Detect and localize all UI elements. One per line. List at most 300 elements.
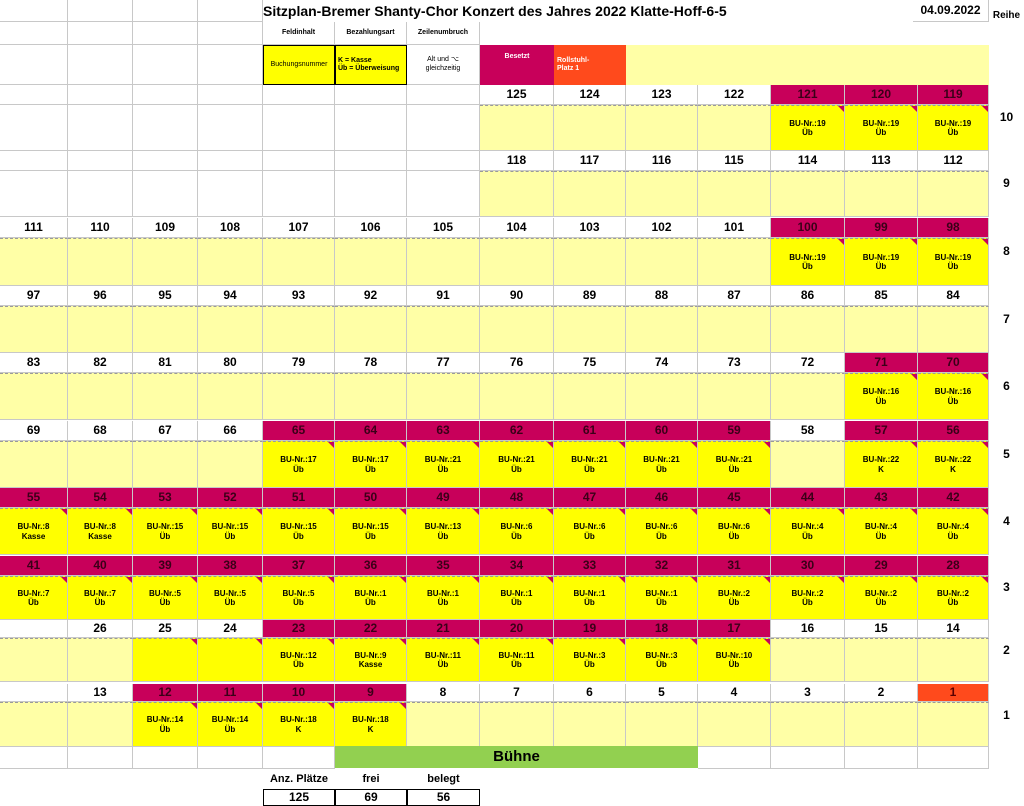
seat-booking-info[interactable] (554, 238, 626, 286)
seat-number[interactable]: 112 (918, 151, 989, 171)
seat-number[interactable]: 36 (335, 556, 407, 576)
seat-booking-info[interactable] (554, 306, 626, 353)
seat-booking-info[interactable] (845, 306, 918, 353)
seat-booking-info[interactable]: BU-Nr.:5 Üb (263, 576, 335, 620)
seat-number[interactable]: 82 (68, 353, 133, 373)
seat-booking-info[interactable]: BU-Nr.:6 Üb (698, 508, 771, 555)
seat-number[interactable]: 86 (771, 286, 845, 306)
seat-booking-info[interactable] (407, 373, 480, 420)
empty-cell (68, 151, 133, 171)
seat-number[interactable]: 28 (918, 556, 989, 576)
seat-number[interactable]: 120 (845, 85, 918, 105)
seat-number[interactable]: 97 (0, 286, 68, 306)
seat-number[interactable]: 89 (554, 286, 626, 306)
empty-cell (68, 85, 133, 105)
seat-number[interactable]: 7 (480, 684, 554, 702)
empty-cell (68, 746, 133, 769)
seat-booking-info[interactable] (626, 306, 698, 353)
seat-booking-info[interactable] (554, 105, 626, 151)
seat-number[interactable]: 56 (918, 421, 989, 441)
seat-number[interactable]: 81 (133, 353, 198, 373)
seat-booking-info[interactable]: BU-Nr.:2 Üb (845, 576, 918, 620)
seat-number[interactable]: 110 (68, 218, 133, 238)
row-label: 5 (1003, 446, 1010, 461)
seat-number[interactable]: 4 (698, 684, 771, 702)
seat-number[interactable]: 68 (68, 421, 133, 441)
seat-booking-info[interactable] (198, 441, 263, 488)
seat-booking-info[interactable] (68, 441, 133, 488)
seat-number[interactable]: 65 (263, 421, 335, 441)
seat-number[interactable]: 19 (554, 620, 626, 638)
row-label: 10 (999, 110, 1014, 125)
seat-booking-info[interactable]: BU-Nr.:2 Üb (771, 576, 845, 620)
seat-number[interactable]: 26 (68, 620, 133, 638)
date-label: 04.09.2022 (913, 0, 989, 22)
seat-number[interactable]: 94 (198, 286, 263, 306)
seat-booking-info[interactable]: BU-Nr.:21 Üb (698, 441, 771, 488)
seat-number[interactable]: 11 (198, 684, 263, 702)
seat-booking-info[interactable] (771, 306, 845, 353)
seat-number[interactable]: 117 (554, 151, 626, 171)
seat-booking-info[interactable] (626, 373, 698, 420)
seat-number[interactable]: 85 (845, 286, 918, 306)
empty-cell (133, 151, 198, 171)
seat-booking-info[interactable] (698, 306, 771, 353)
seat-booking-info[interactable] (263, 306, 335, 353)
stat-belegt-label: belegt (427, 772, 460, 785)
seat-booking-info[interactable]: BU-Nr.:9 Kasse (335, 638, 407, 682)
seat-booking-info[interactable] (698, 238, 771, 286)
seat-number[interactable]: 84 (918, 286, 989, 306)
seat-number[interactable]: 76 (480, 353, 554, 373)
seat-number[interactable]: 6 (554, 684, 626, 702)
seat-booking-info[interactable]: BU-Nr.:1 Üb (335, 576, 407, 620)
seat-booking-info[interactable]: BU-Nr.:19 Üb (918, 105, 989, 151)
seat-booking-info[interactable] (480, 105, 554, 151)
seat-booking-info[interactable]: BU-Nr.:21 Üb (626, 441, 698, 488)
seat-booking-info[interactable]: BU-Nr.:19 Üb (845, 238, 918, 286)
seat-number[interactable]: 54 (68, 488, 133, 508)
seat-number[interactable]: 105 (407, 218, 480, 238)
seat-number[interactable]: 48 (480, 488, 554, 508)
seat-number[interactable]: 31 (698, 556, 771, 576)
seat-booking-info[interactable] (198, 373, 263, 420)
seat-number[interactable]: 47 (554, 488, 626, 508)
seat-booking-info[interactable] (698, 702, 771, 747)
empty-cell (198, 171, 263, 217)
seat-booking-info[interactable] (263, 238, 335, 286)
seat-number[interactable]: 121 (771, 85, 845, 105)
seat-booking-info[interactable] (335, 238, 407, 286)
seat-number[interactable]: 10 (263, 684, 335, 702)
seat-booking-info[interactable] (918, 171, 989, 217)
seat-booking-info[interactable]: BU-Nr.:13 Üb (407, 508, 480, 555)
seat-number[interactable]: 37 (263, 556, 335, 576)
seat-number[interactable]: 64 (335, 421, 407, 441)
seat-booking-info[interactable]: BU-Nr.:15 Üb (133, 508, 198, 555)
seat-number[interactable]: 43 (845, 488, 918, 508)
seat-number[interactable]: 78 (335, 353, 407, 373)
seat-number[interactable]: 90 (480, 286, 554, 306)
seat-booking-info[interactable] (480, 238, 554, 286)
seat-number[interactable]: 62 (480, 421, 554, 441)
empty-cell (198, 85, 263, 105)
seat-number[interactable]: 116 (626, 151, 698, 171)
row-label: 2 (1003, 643, 1010, 658)
empty-cell (335, 171, 407, 217)
seat-booking-info[interactable]: BU-Nr.:21 Üb (554, 441, 626, 488)
empty-cell (68, 45, 133, 85)
seat-number[interactable]: 74 (626, 353, 698, 373)
seat-booking-info[interactable]: BU-Nr.:1 Üb (480, 576, 554, 620)
seat-booking-info[interactable] (480, 373, 554, 420)
seat-number[interactable]: 25 (133, 620, 198, 638)
seat-booking-info[interactable]: BU-Nr.:1 Üb (626, 576, 698, 620)
seat-booking-info[interactable] (407, 702, 480, 747)
seat-booking-info[interactable] (480, 702, 554, 747)
seat-number[interactable]: 69 (0, 421, 68, 441)
seat-booking-info[interactable] (480, 171, 554, 217)
seat-booking-info[interactable]: BU-Nr.:17 Üb (335, 441, 407, 488)
seat-booking-info[interactable] (626, 238, 698, 286)
seat-number[interactable]: 22 (335, 620, 407, 638)
seat-booking-info[interactable]: BU-Nr.:22 K (845, 441, 918, 488)
seat-booking-info[interactable] (133, 306, 198, 353)
seat-number[interactable]: 93 (263, 286, 335, 306)
seat-booking-info[interactable]: BU-Nr.:2 Üb (698, 576, 771, 620)
seat-number[interactable]: 122 (698, 85, 771, 105)
seat-booking-info[interactable] (771, 171, 845, 217)
seat-number[interactable]: 92 (335, 286, 407, 306)
seat-number[interactable]: 87 (698, 286, 771, 306)
seat-number[interactable]: 53 (133, 488, 198, 508)
seat-booking-info[interactable] (133, 373, 198, 420)
empty-cell (0, 171, 68, 217)
seat-number[interactable]: 21 (407, 620, 480, 638)
stat-plaetze-value: 125 (263, 789, 335, 806)
seat-number[interactable]: 59 (698, 421, 771, 441)
row-label: 1 (1003, 707, 1010, 722)
seat-booking-info[interactable]: BU-Nr.:7 Üb (68, 576, 133, 620)
seat-number[interactable]: 67 (133, 421, 198, 441)
seat-number[interactable]: 14 (918, 620, 989, 638)
legend-zeilenumbruch-value: Alt und ⌥ gleichzeitig (407, 45, 480, 85)
seat-number[interactable]: 50 (335, 488, 407, 508)
seat-number[interactable]: 95 (133, 286, 198, 306)
stat-plaetze-label: Anz. Plätze (269, 772, 329, 785)
seat-number[interactable]: 119 (918, 85, 989, 105)
seat-number[interactable]: 73 (698, 353, 771, 373)
seat-number[interactable]: 71 (845, 353, 918, 373)
seat-number[interactable]: 12 (133, 684, 198, 702)
seat-booking-info[interactable]: BU-Nr.:1 Üb (554, 576, 626, 620)
seat-number[interactable]: 113 (845, 151, 918, 171)
seat-booking-info[interactable]: BU-Nr.:11 Üb (480, 638, 554, 682)
seat-number[interactable] (0, 620, 68, 638)
legend-bezahlungsart-value: K = Kasse Üb = Überweisung (335, 45, 407, 85)
seat-number[interactable]: 41 (0, 556, 68, 576)
seat-number[interactable]: 1 (918, 684, 989, 702)
seat-number[interactable]: 124 (554, 85, 626, 105)
seat-booking-info[interactable]: BU-Nr.:22 K (918, 441, 989, 488)
seat-booking-info[interactable] (198, 238, 263, 286)
empty-cell (133, 45, 198, 85)
seat-booking-info[interactable]: BU-Nr.:4 Üb (918, 508, 989, 555)
seat-number[interactable]: 30 (771, 556, 845, 576)
seat-booking-info[interactable] (0, 373, 68, 420)
seat-booking-info[interactable] (918, 638, 989, 682)
seat-number[interactable]: 91 (407, 286, 480, 306)
seat-number[interactable]: 96 (68, 286, 133, 306)
empty-cell (133, 22, 198, 45)
seat-booking-info[interactable] (771, 441, 845, 488)
seat-booking-info[interactable] (626, 105, 698, 151)
empty-cell (198, 105, 263, 151)
seat-number[interactable]: 100 (771, 218, 845, 238)
seat-number[interactable]: 32 (626, 556, 698, 576)
row-label: 3 (1003, 580, 1010, 595)
seat-booking-info[interactable] (407, 238, 480, 286)
legend-zeilenumbruch-label: Zeilenumbruch (407, 22, 480, 45)
seat-booking-info[interactable]: BU-Nr.:16 Üb (845, 373, 918, 420)
seat-number[interactable]: 75 (554, 353, 626, 373)
empty-cell (407, 105, 480, 151)
seat-booking-info[interactable]: BU-Nr.:21 Üb (480, 441, 554, 488)
seat-booking-info[interactable] (263, 373, 335, 420)
seat-booking-info[interactable]: BU-Nr.:16 Üb (918, 373, 989, 420)
seat-number[interactable]: 16 (771, 620, 845, 638)
seat-booking-info[interactable] (68, 702, 133, 747)
seat-number[interactable]: 102 (626, 218, 698, 238)
seat-booking-info[interactable] (133, 238, 198, 286)
seat-booking-info[interactable] (771, 373, 845, 420)
seat-number[interactable]: 123 (626, 85, 698, 105)
seat-booking-info[interactable]: BU-Nr.:17 Üb (263, 441, 335, 488)
seat-number[interactable]: 66 (198, 421, 263, 441)
seat-booking-info[interactable] (198, 638, 263, 682)
seat-number[interactable]: 35 (407, 556, 480, 576)
empty-cell (198, 45, 263, 85)
seat-booking-info[interactable]: BU-Nr.:19 Üb (771, 238, 845, 286)
seat-booking-info[interactable]: BU-Nr.:8 Kasse (0, 508, 68, 555)
seat-number[interactable]: 57 (845, 421, 918, 441)
seat-booking-info[interactable]: BU-Nr.:7 Üb (0, 576, 68, 620)
seat-number[interactable]: 8 (407, 684, 480, 702)
seat-number[interactable]: 23 (263, 620, 335, 638)
empty-cell (68, 0, 133, 22)
seat-booking-info[interactable]: BU-Nr.:5 Üb (198, 576, 263, 620)
seat-booking-info[interactable]: BU-Nr.:19 Üb (918, 238, 989, 286)
seat-booking-info[interactable] (335, 373, 407, 420)
seat-booking-info[interactable]: BU-Nr.:15 Üb (335, 508, 407, 555)
seat-number[interactable]: 46 (626, 488, 698, 508)
seat-booking-info[interactable]: BU-Nr.:19 Üb (771, 105, 845, 151)
seat-booking-info[interactable] (0, 441, 68, 488)
seat-number[interactable]: 17 (698, 620, 771, 638)
seat-number[interactable]: 13 (68, 684, 133, 702)
seat-number[interactable]: 111 (0, 218, 68, 238)
seat-number[interactable]: 61 (554, 421, 626, 441)
seat-booking-info[interactable]: BU-Nr.:8 Kasse (68, 508, 133, 555)
seat-number[interactable]: 15 (845, 620, 918, 638)
seat-booking-info[interactable]: BU-Nr.:3 Üb (626, 638, 698, 682)
seat-number[interactable]: 115 (698, 151, 771, 171)
empty-cell (68, 105, 133, 151)
seat-booking-info[interactable] (480, 306, 554, 353)
seat-number[interactable]: 77 (407, 353, 480, 373)
seat-booking-info[interactable] (698, 105, 771, 151)
seat-booking-info[interactable] (0, 238, 68, 286)
seat-booking-info[interactable]: BU-Nr.:11 Üb (407, 638, 480, 682)
seat-booking-info[interactable] (771, 702, 845, 747)
seat-number[interactable]: 39 (133, 556, 198, 576)
seat-number[interactable]: 99 (845, 218, 918, 238)
legend-bezahlungsart-label: Bezahlungsart (335, 22, 407, 45)
empty-cell (133, 105, 198, 151)
seat-booking-info[interactable]: BU-Nr.:4 Üb (845, 508, 918, 555)
seat-booking-info[interactable]: BU-Nr.:15 Üb (198, 508, 263, 555)
seat-number[interactable]: 104 (480, 218, 554, 238)
seat-booking-info[interactable]: BU-Nr.:18 K (335, 702, 407, 747)
seat-booking-info[interactable] (68, 638, 133, 682)
seat-number[interactable]: 20 (480, 620, 554, 638)
empty-cell (698, 746, 771, 769)
seat-number[interactable]: 2 (845, 684, 918, 702)
seat-number[interactable]: 79 (263, 353, 335, 373)
seat-number[interactable]: 52 (198, 488, 263, 508)
seat-number[interactable]: 9 (335, 684, 407, 702)
seat-booking-info[interactable] (133, 638, 198, 682)
seat-number[interactable]: 40 (68, 556, 133, 576)
row-label: 8 (1003, 244, 1010, 259)
seat-number[interactable]: 60 (626, 421, 698, 441)
seat-number[interactable]: 55 (0, 488, 68, 508)
seat-booking-info[interactable] (0, 638, 68, 682)
seat-booking-info[interactable] (68, 306, 133, 353)
seat-number[interactable]: 18 (626, 620, 698, 638)
row-label: 4 (1003, 513, 1010, 528)
seat-number[interactable]: 109 (133, 218, 198, 238)
legend-feldinhalt-value: Buchungsnummer (263, 45, 335, 85)
seat-booking-info[interactable]: BU-Nr.:6 Üb (626, 508, 698, 555)
seat-booking-info[interactable] (626, 171, 698, 217)
seat-booking-info[interactable] (554, 702, 626, 747)
seat-number[interactable]: 72 (771, 353, 845, 373)
seat-booking-info[interactable]: BU-Nr.:12 Üb (263, 638, 335, 682)
seat-number[interactable]: 103 (554, 218, 626, 238)
seat-number[interactable]: 125 (480, 85, 554, 105)
seat-booking-info[interactable] (0, 702, 68, 747)
seat-booking-info[interactable] (918, 702, 989, 747)
seat-booking-info[interactable] (845, 638, 918, 682)
seat-number[interactable]: 58 (771, 421, 845, 441)
seat-booking-info[interactable]: BU-Nr.:19 Üb (845, 105, 918, 151)
seat-booking-info[interactable]: BU-Nr.:18 K (263, 702, 335, 747)
empty-cell (133, 85, 198, 105)
seat-booking-info[interactable]: BU-Nr.:15 Üb (263, 508, 335, 555)
seat-number[interactable]: 44 (771, 488, 845, 508)
empty-cell (133, 746, 198, 769)
seat-number[interactable]: 33 (554, 556, 626, 576)
seat-number[interactable]: 38 (198, 556, 263, 576)
seat-booking-info[interactable]: BU-Nr.:21 Üb (407, 441, 480, 488)
seat-number[interactable]: 70 (918, 353, 989, 373)
seat-number[interactable]: 5 (626, 684, 698, 702)
seat-booking-info[interactable]: BU-Nr.:10 Üb (698, 638, 771, 682)
seat-booking-info[interactable] (698, 373, 771, 420)
seat-booking-info[interactable] (407, 306, 480, 353)
empty-cell (263, 171, 335, 217)
seat-booking-info[interactable] (133, 441, 198, 488)
seat-booking-info[interactable]: BU-Nr.:14 Üb (198, 702, 263, 747)
seat-booking-info[interactable]: BU-Nr.:2 Üb (918, 576, 989, 620)
seat-booking-info[interactable] (845, 171, 918, 217)
seat-number[interactable]: 63 (407, 421, 480, 441)
seat-number[interactable]: 101 (698, 218, 771, 238)
seat-number[interactable]: 108 (198, 218, 263, 238)
seat-number[interactable]: 114 (771, 151, 845, 171)
seat-booking-info[interactable]: BU-Nr.:5 Üb (133, 576, 198, 620)
empty-cell (0, 105, 68, 151)
page-title: Sitzplan-Bremer Shanty-Chor Konzert des Jahres 2022 Klatte-Hoff-6-5 (263, 2, 727, 19)
seat-booking-info[interactable] (918, 306, 989, 353)
seat-booking-info[interactable]: BU-Nr.:3 Üb (554, 638, 626, 682)
seat-booking-info[interactable]: BU-Nr.:1 Üb (407, 576, 480, 620)
seat-number[interactable]: 83 (0, 353, 68, 373)
seat-number[interactable]: 107 (263, 218, 335, 238)
seat-number[interactable]: 29 (845, 556, 918, 576)
seat-number[interactable]: 34 (480, 556, 554, 576)
seat-number[interactable]: 80 (198, 353, 263, 373)
empty-cell (407, 151, 480, 171)
empty-cell (407, 171, 480, 217)
seat-booking-info[interactable]: BU-Nr.:6 Üb (554, 508, 626, 555)
seat-number[interactable]: 24 (198, 620, 263, 638)
seat-booking-info[interactable] (771, 638, 845, 682)
seat-number[interactable]: 45 (698, 488, 771, 508)
seat-booking-info[interactable] (0, 306, 68, 353)
stat-frei-label: frei (362, 772, 380, 785)
seat-number[interactable]: 118 (480, 151, 554, 171)
seat-booking-info[interactable] (335, 306, 407, 353)
seat-booking-info[interactable] (68, 373, 133, 420)
empty-cell (845, 746, 918, 769)
seat-number[interactable] (0, 684, 68, 702)
stage-banner: Bühne (335, 746, 698, 768)
seat-booking-info[interactable] (845, 702, 918, 747)
seat-number[interactable]: 42 (918, 488, 989, 508)
empty-cell (198, 151, 263, 171)
seat-booking-info[interactable]: BU-Nr.:6 Üb (480, 508, 554, 555)
seat-booking-info[interactable]: BU-Nr.:4 Üb (771, 508, 845, 555)
seat-booking-info[interactable] (698, 171, 771, 217)
seat-booking-info[interactable] (554, 171, 626, 217)
legend-besetzt: Besetzt (480, 45, 554, 85)
seat-number[interactable]: 106 (335, 218, 407, 238)
seat-booking-info[interactable]: BU-Nr.:14 Üb (133, 702, 198, 747)
seat-number[interactable]: 98 (918, 218, 989, 238)
seat-number[interactable]: 88 (626, 286, 698, 306)
seat-number[interactable]: 49 (407, 488, 480, 508)
empty-cell (198, 746, 263, 769)
empty-cell (263, 151, 335, 171)
seat-booking-info[interactable] (198, 306, 263, 353)
seat-booking-info[interactable] (68, 238, 133, 286)
seat-number[interactable]: 51 (263, 488, 335, 508)
seat-number[interactable]: 3 (771, 684, 845, 702)
seat-booking-info[interactable] (554, 373, 626, 420)
seat-booking-info[interactable] (626, 702, 698, 747)
